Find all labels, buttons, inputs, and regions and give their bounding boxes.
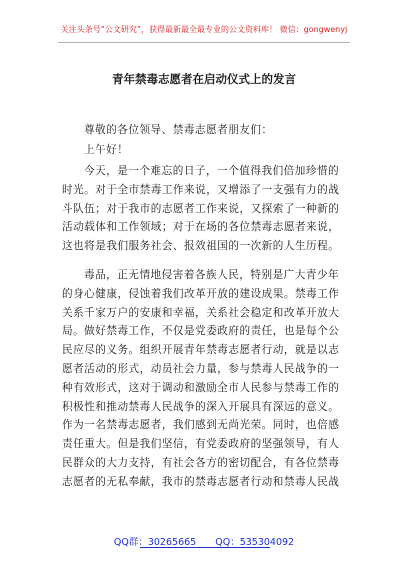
paragraph-2	[62, 266, 352, 492]
paragraph-line: 民应尽的义务。组织开展青年禁毒志愿者行动，就是以志	[62, 344, 340, 357]
header-promo-text: 关注头条号“公文研究”，获得最新最全最专业的公文资料库！ 微信：gongwenyj	[60, 25, 348, 34]
footer-qq-group: QQ群：30265665	[113, 537, 197, 548]
paragraph-line: 关系千家万户的安康和幸福，关系社会稳定和改革开放大	[62, 306, 340, 319]
document-title: 青年禁毒志愿者在启动仪式上的发言	[112, 72, 296, 86]
paragraph-line: 的身心健康，侵蚀着我们改革开放的建设成果。禁毒工作	[62, 287, 340, 300]
header-divider	[58, 42, 350, 43]
paragraph-line: 积极性和推动禁毒人民战争的深入开展具有深远的意义。	[62, 400, 340, 413]
paragraph-line: 斗队伍；对于我市的志愿者工作来说，又探索了一种新的	[62, 202, 340, 215]
paragraph-line: 今天，是一个难忘的日子，一个值得我们倍加珍惜的	[84, 165, 340, 177]
paragraph-line: 志愿者的无私奉献，我市的禁毒志愿者行动和禁毒人民战	[62, 475, 340, 488]
page-header	[0, 0, 408, 40]
page-footer	[0, 534, 408, 548]
paragraph-line: 愿者活动的形式，动员社会力量，参与禁毒人民战争的一	[62, 362, 340, 375]
paragraph-line: 作为一名禁毒志愿者，我们感到无尚光荣。同时，也倍感	[62, 419, 340, 432]
salutation-line: 尊敬的各位领导、禁毒志愿者朋友们：	[84, 124, 273, 136]
salutation	[62, 121, 352, 140]
footer-qq-number: QQ：535304092	[215, 537, 295, 548]
paragraph-line: 时光。对于全市禁毒工作来说，又增添了一支强有力的战	[62, 183, 340, 196]
paragraph-line: 民群众的大力支持，有社会各方的密切配合，有各位禁毒	[62, 456, 340, 469]
paragraph-line: 局。做好禁毒工作，不仅是党委政府的责任，也是每个公	[62, 325, 340, 338]
paragraph-line: 这也将是我们服务社会、报效祖国的一次新的人生历程。	[62, 240, 340, 253]
paragraph-line: 种有效形式，这对于调动和激励全市人民参与禁毒工作的	[62, 381, 340, 394]
paragraph-line: 责任重大。但是我们坚信，有党委政府的坚强领导，有人	[62, 438, 340, 451]
footer-underline	[140, 547, 270, 548]
greeting	[62, 141, 352, 160]
paragraph-line: 活动载体和工作领域；对于在场的各位禁毒志愿者来说，	[62, 221, 340, 234]
paragraph-line: 毒品，正无情地侵害着各族人民，特别是广大青少年	[84, 269, 340, 281]
greeting-line: 上午好！	[84, 144, 129, 156]
paragraph-1	[62, 162, 352, 256]
